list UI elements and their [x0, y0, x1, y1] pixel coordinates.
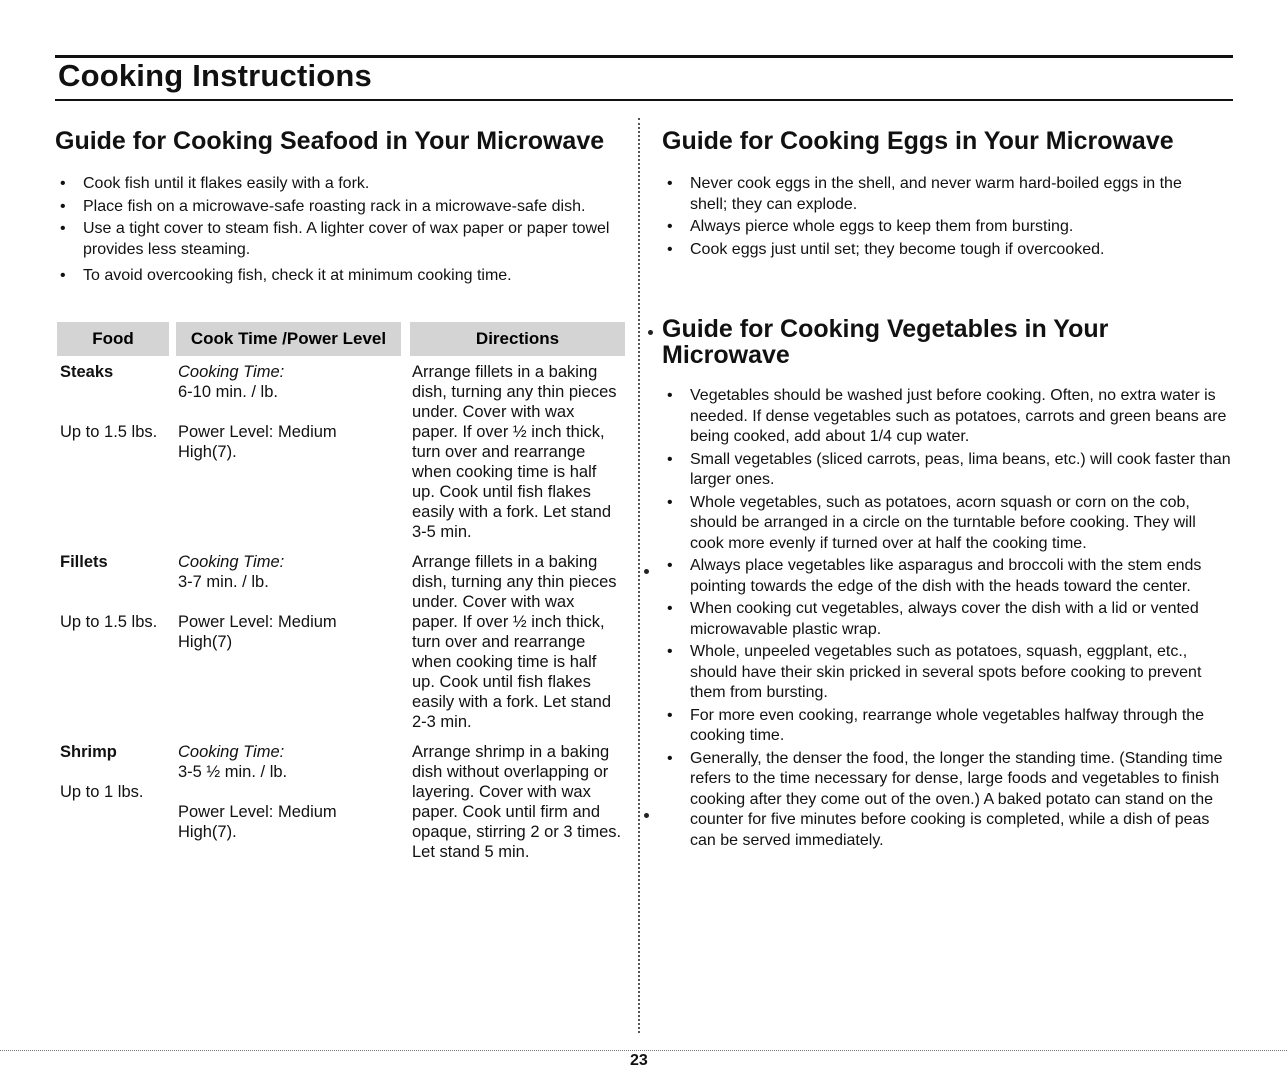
power-level: Power Level: Medium High(7).: [178, 803, 337, 841]
bullet-icon: •: [667, 557, 673, 574]
table-header-food: Food: [57, 322, 169, 356]
food-size: Up to 1.5 lbs.: [60, 613, 158, 631]
margin-dot: [644, 569, 649, 574]
bullet-icon: •: [667, 240, 673, 258]
cooking-time-value: 6-10 min. / lb.: [178, 383, 278, 401]
food-name-shrimp: Shrimp: [60, 743, 117, 761]
list-item: • Place fish on a microwave-safe roasting rack in a microwave-safe dish.: [56, 197, 636, 218]
cooking-time-label: Cooking Time:: [178, 363, 285, 381]
list-item: • For more even cooking, rearrange whole vegetables halfway through the cooking time.: [667, 706, 1205, 744]
list-item: • Whole vegetables, such as potatoes, acorn squash or corn on the cob, should be arranged in a circle on the turntable before cooking. They will cook more evenly if turned over at half the cooking time.: [667, 493, 1196, 552]
cooking-time-value: 3-5 ½ min. / lb.: [178, 763, 288, 781]
cook-time-cell: [178, 742, 378, 842]
list-item: • Cook fish until it flakes easily with a fork.: [56, 174, 636, 195]
list-item: • Generally, the denser the food, the longer the standing time. (Standing time refers to the time necessary for dense, large foods and vegetables to finish cooking after they come out of the oven.) A baked potato can stand on the counter for five minutes before cooking is completed, while a dish of peas can be served immediately.: [667, 749, 1223, 849]
cooking-time-value: 3-7 min. / lb.: [178, 573, 269, 591]
margin-dot: [648, 330, 653, 335]
list-item: • Use a tight cover to steam fish. A lighter cover of wax paper or paper towel provides less steaming.: [60, 220, 610, 258]
bullet-icon: •: [60, 197, 66, 215]
page-number: 23: [630, 1052, 648, 1069]
table-header-directions: Directions: [410, 322, 625, 356]
page-title: Cooking Instructions: [58, 58, 372, 93]
power-level: Power Level: Medium High(7): [178, 613, 337, 651]
list-item: • When cooking cut vegetables, always cover the dish with a lid or vented microwavable plastic wrap.: [667, 600, 1199, 638]
directions-cell: Arrange fillets in a baking dish, turning any thin pieces under. Cover with wax paper. If over ½ inch thick, turn over and rearrange when cooking time is half up. Cook until fish flakes easily with a fork. Let stand 3-5 min.: [412, 363, 617, 541]
cook-time-cell: [178, 362, 378, 462]
seafood-bullet-list: [56, 174, 636, 289]
power-level: Power Level: Medium High(7).: [178, 423, 337, 461]
bullet-icon: •: [667, 749, 673, 767]
bottom-rule: [0, 1050, 1287, 1051]
bullet-icon: •: [667, 706, 673, 724]
margin-dot: [644, 813, 649, 818]
food-size: Up to 1 lbs.: [60, 783, 144, 801]
cook-time-cell: [178, 552, 378, 652]
bullet-icon: •: [667, 493, 673, 511]
list-item: • To avoid overcooking fish, check it at minimum cooking time.: [56, 266, 636, 287]
list-item: • Whole, unpeeled vegetables such as potatoes, squash, eggplant, etc., should have their skin pricked in several spots before cooking to prevent them from bursting.: [667, 643, 1202, 701]
list-item: • Never cook eggs in the shell, and never warm hard-boiled eggs in the shell; they can explode.: [667, 175, 1182, 213]
food-name-fillets: Fillets: [60, 553, 108, 571]
column-divider: [638, 118, 640, 1033]
bullet-icon: •: [60, 220, 66, 237]
seafood-heading: Guide for Cooking Seafood in Your Microwave: [55, 127, 605, 155]
eggs-heading: Guide for Cooking Eggs in Your Microwave: [662, 127, 1174, 155]
vegetables-bullet-list: [663, 386, 1233, 853]
list-item: • Small vegetables (sliced carrots, peas, lima beans, etc.) will cook faster than larger ones.: [667, 450, 1231, 488]
list-item: • Always pierce whole eggs to keep them from bursting.: [663, 217, 1223, 238]
list-item: • Always place vegetables like asparagus and broccoli with the stem ends pointing towards the edge of the dish with the heads toward the center.: [667, 557, 1202, 595]
bullet-icon: •: [667, 643, 673, 660]
eggs-bullet-list: [663, 174, 1223, 262]
cooking-time-label: Cooking Time:: [178, 553, 285, 571]
directions-cell: Arrange shrimp in a baking dish without overlapping or layering. Cover with wax paper. Cook until firm and opaque, stirring 2 or 3 times. Let stand 5 min.: [412, 743, 622, 861]
bullet-icon: •: [667, 387, 673, 404]
bullet-icon: •: [667, 600, 673, 617]
bullet-icon: •: [60, 175, 66, 192]
list-item: • Vegetables should be washed just before cooking. Often, no extra water is needed. If dense vegetables such as potatoes, carrots and green beans are being cooked, add about 1/4 cup water.: [667, 387, 1227, 445]
table-header-cook-time: Cook Time /Power Level: [176, 322, 401, 356]
title-underline: [55, 99, 1233, 101]
food-size: Up to 1.5 lbs.: [60, 423, 158, 441]
bullet-icon: •: [667, 450, 673, 468]
list-item: • Cook eggs just until set; they become tough if overcooked.: [663, 240, 1223, 261]
cooking-time-label: Cooking Time:: [178, 743, 285, 761]
bullet-icon: •: [667, 175, 673, 192]
vegetables-heading: Guide for Cooking Vegetables in Your Microwave: [662, 315, 1109, 369]
bullet-icon: •: [667, 218, 673, 235]
bullet-icon: •: [60, 267, 66, 284]
directions-cell: Arrange fillets in a baking dish, turning any thin pieces under. Cover with wax paper. If over ½ inch thick, turn over and rearrange when cooking time is half up. Cook until fish flakes easily with a fork. Let stand 2-3 min.: [412, 553, 617, 731]
food-name-steaks: Steaks: [60, 363, 114, 381]
